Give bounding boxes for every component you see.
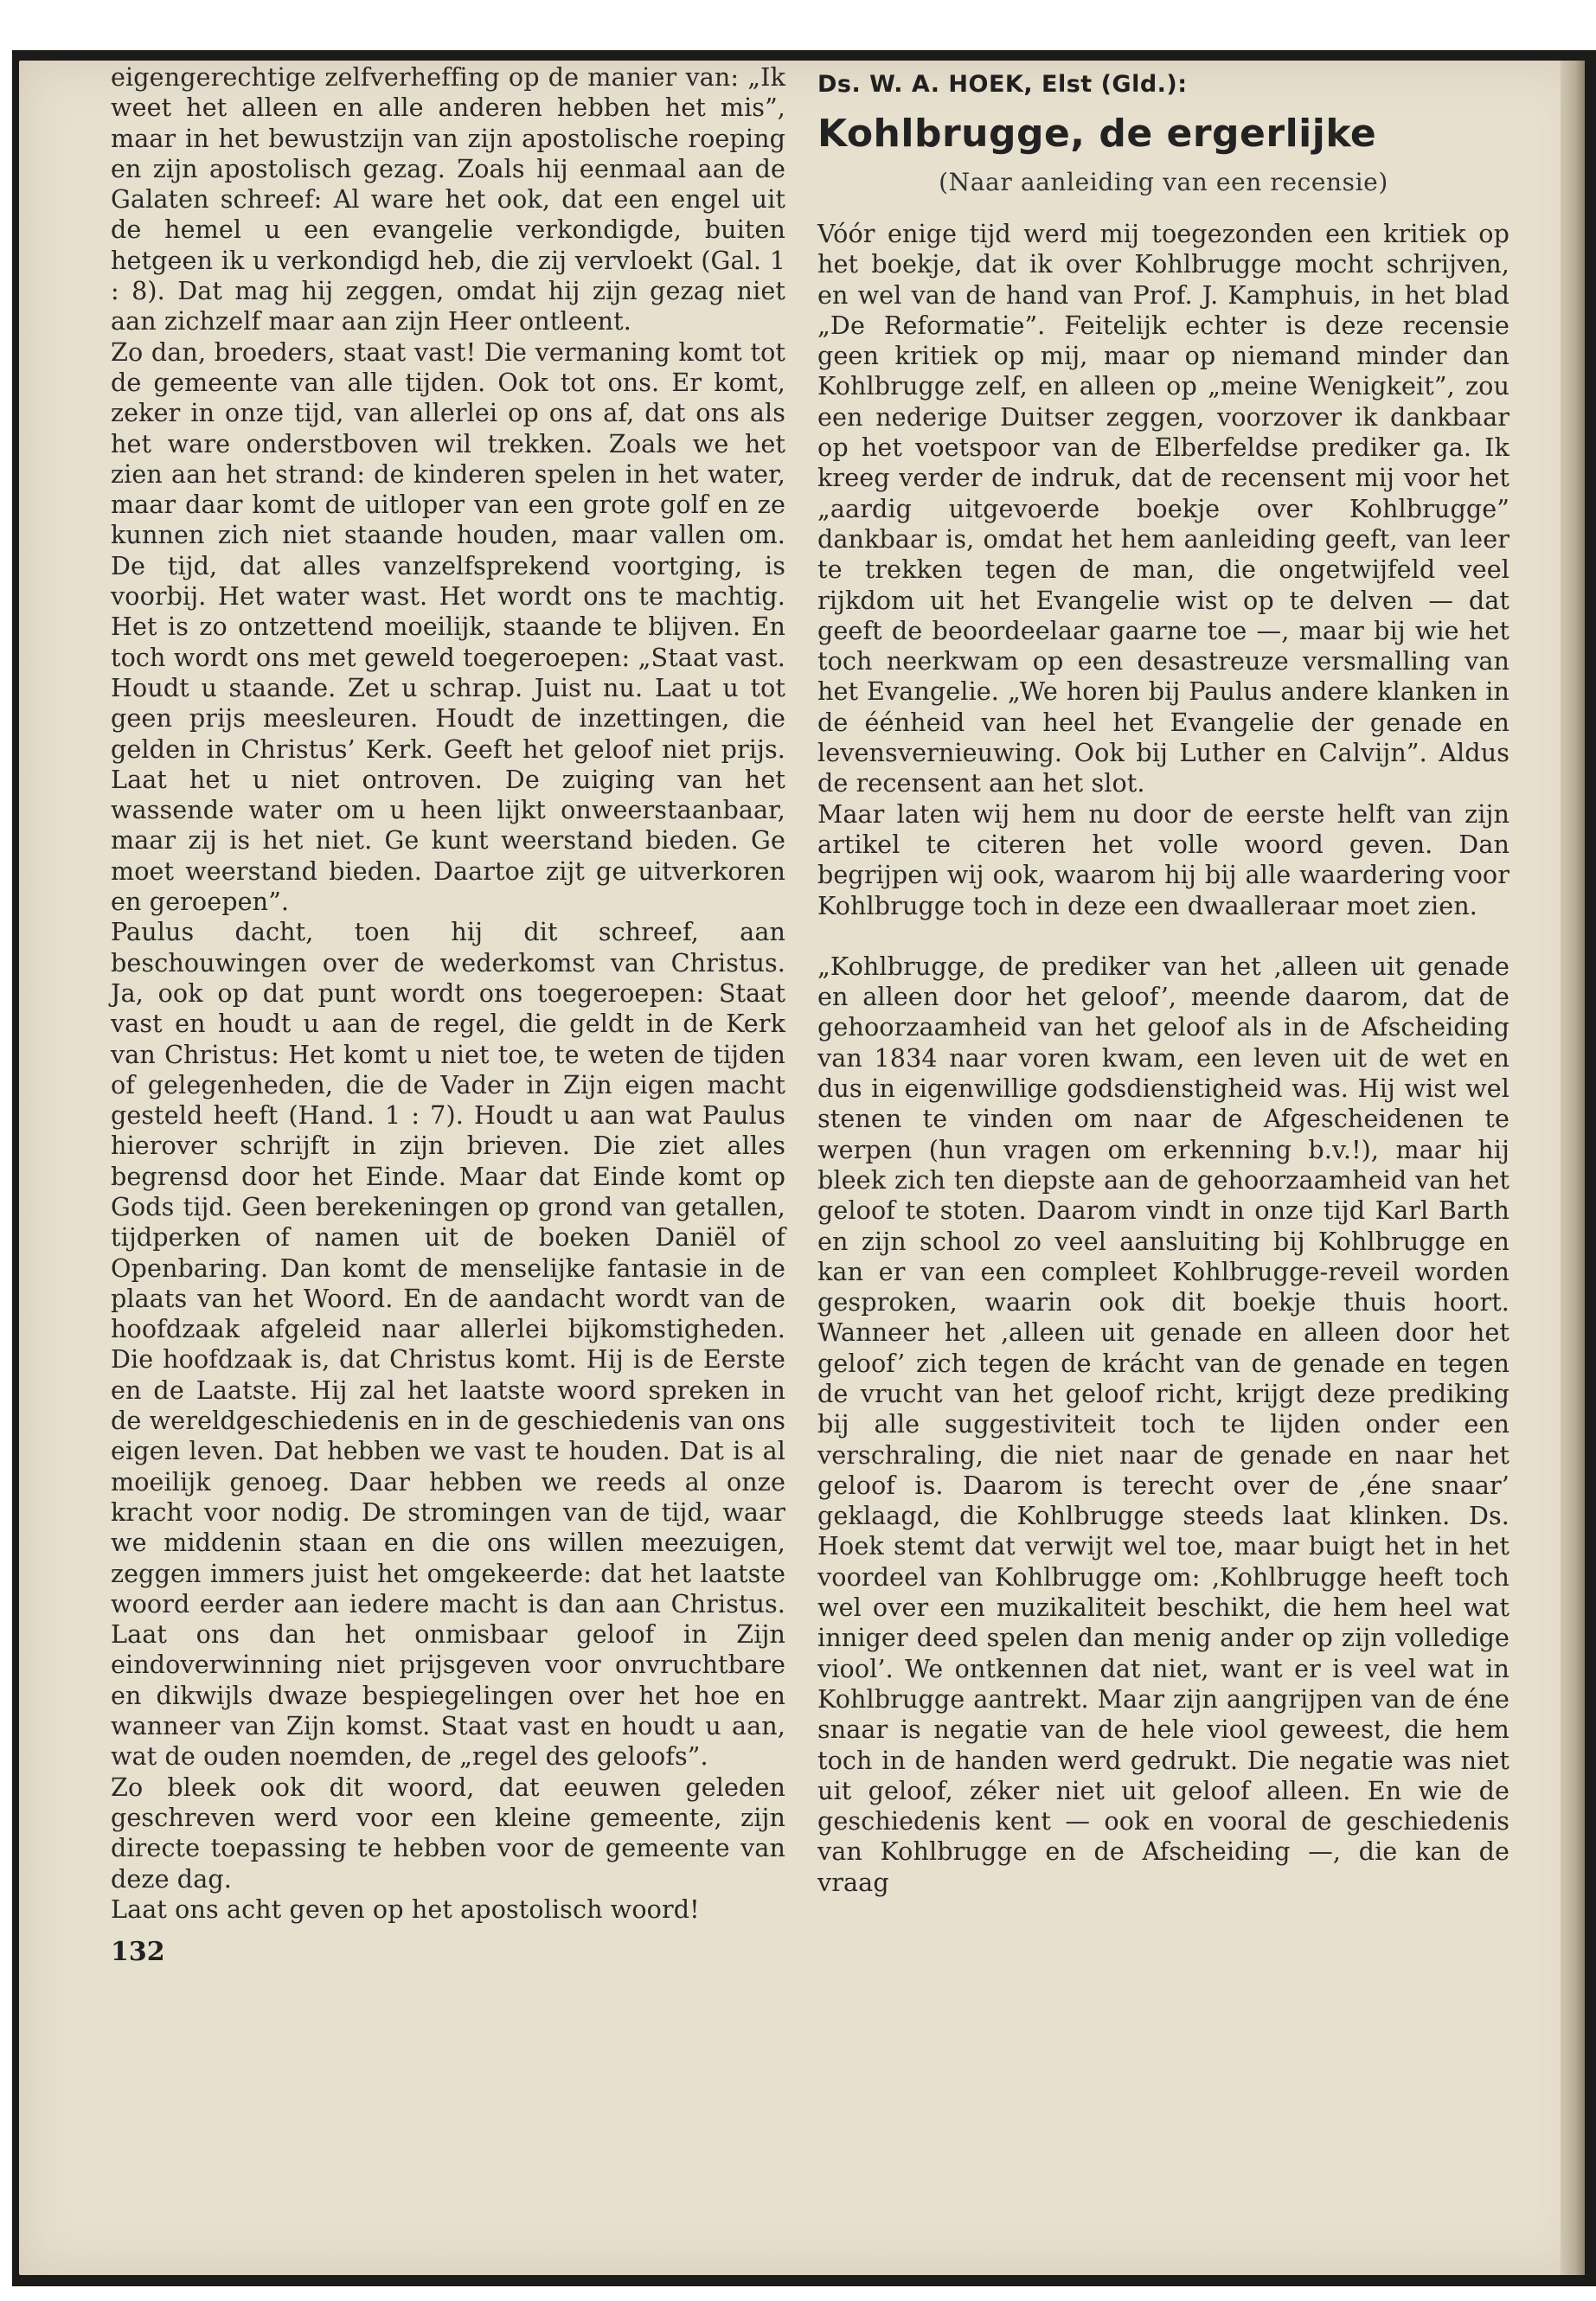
book-spine <box>1561 61 1585 2275</box>
left-paragraph-1: eigengerechtige zelfverheffing op de manier van: „Ik weet het alleen en alle anderen hebben het mis”, maar in het bewustzijn van zijn apostolische roeping en zijn apostolisch gezag. Zoals hij eenmaal aan de Galaten schreef: Al ware het ook, dat een engel uit de hemel u een evangelie verkondigde, buiten hetgeen ik u verkondigd heb, die zij vervloekt (Gal. 1 : 8). Dat mag hij zeggen, omdat hij zijn gezag niet aan zichzelf maar aan zijn Heer ontleent. <box>111 62 785 336</box>
article-subtitle: (Naar aanleiding van een recensie) <box>939 168 1388 196</box>
right-paragraph-quote: „Kohlbrugge, de prediker van het ‚alleen uit genade en alleen door het geloof’, meende daarom, dat de gehoorzaamheid van het geloof als in de Afscheiding van 1834 naar voren kwam, een leven uit de wet en dus in eigenwillige godsdienstigheid was. Hij wist wel stenen te vinden om naar de Afgescheidenen te werpen (hun vragen om erkenning b.v.!), maar hij bleek zich ten diepste aan de gehoorzaamheid van het geloof te stoten. Daarom vindt in onze tijd Karl Barth en zijn school zo veel aansluiting bij Kohlbrugge en kan er van een compleet Kohlbrugge-reveil worden gesproken, waarin ook dit boekje thuis hoort. Wanneer het ‚alleen uit genade en alleen door het geloof’ zich tegen de krácht van de genade en tegen de vrucht van het geloof richt, krijgt deze prediking bij alle suggestiviteit toch te lijden onder een verschraling, die niet naar de genade en naar het geloof is. Daarom is terecht over de ‚éne snaar’ geklaagd, die Kohlbrugge steeds laat klinken. Ds. Hoek stemt dat verwijt wel toe, maar buigt het in het voordeel van Kohlbrugge om: ‚Kohlbrugge heeft toch wel over een muzikaliteit beschikt, die hem heel wat inniger deed spelen dan menig ander op zijn volledige viool’. We ontkennen dat niet, want er is veel wat in Kohlbrugge aantrekt. Maar zijn aangrijpen van de éne snaar is negatie van de hele viool geweest, die hem toch in de handen werd gedrukt. Die negatie was niet uit geloof, zéker niet uit geloof alleen. En wie de geschiedenis kent — ook en vooral de geschiedenis van Kohlbrugge en de Afscheiding —, die kan de vraag <box>817 951 1509 1897</box>
right-column <box>817 62 1509 1898</box>
page-number: 132 <box>111 1937 165 1968</box>
article-title: Kohlbrugge, de ergerlijke <box>817 112 1377 156</box>
left-paragraph-4: Zo bleek ook dit woord, dat eeuwen geleden geschreven werd voor een kleine gemeente, zijn directe toepassing te hebben voor de gemeente van deze dag. <box>111 1772 785 1894</box>
left-paragraph-3: Paulus dacht, toen hij dit schreef, aan beschouwingen over de wederkomst van Christus. Ja, ook op dat punt wordt ons toegeroepen: Staat vast en houdt u aan de regel, die geldt in de Kerk van Christus: Het komt u niet toe, te weten de tijden of gelegenheden, die de Vader in Zijn eigen macht gesteld heeft (Hand. 1 : 7). Houdt u aan wat Paulus hierover schrijft in zijn brieven. Die ziet alles begrensd door het Einde. Maar dat Einde komt op Gods tijd. Geen berekeningen op grond van getallen, tijdperken of namen uit de boeken Daniël of Openbaring. Dan komt de menselijke fantasie in de plaats van het Woord. En de aandacht wordt van de hoofdzaak afgeleid naar allerlei bijkomstigheden. Die hoofdzaak is, dat Christus komt. Hij is de Eerste en de Laatste. Hij zal het laatste woord spreken in de wereldgeschiedenis en in de geschiedenis van ons eigen leven. Dat hebben we vast te houden. Dat is al moeilijk genoeg. Daar hebben we reeds al onze kracht voor nodig. De stromingen van de tijd, waar we middenin staan en die ons willen meezuigen, zeggen immers juist het omgekeerde: dat het laatste woord eerder aan iedere macht is dan aan Christus. Laat ons dan het onmisbaar geloof in Zijn eindoverwinning niet prijsgeven voor onvruchtbare en dikwijls dwaze bespiegelingen over het hoe en wanneer van Zijn komst. Staat vast en houdt u aan, wat de ouden noemden, de „regel des geloofs”. <box>111 917 785 1772</box>
left-paragraph-5: Laat ons acht geven op het apostolisch woord! <box>111 1894 700 1924</box>
left-paragraph-2: Zo dan, broeders, staat vast! Die vermaning komt tot de gemeente van alle tijden. Ook tot ons. Er komt, zeker in onze tijd, van allerlei op ons af, dat ons als het ware onderstboven wil trekken. Zoals we het zien aan het strand: de kinderen spelen in het water, maar daar komt de uitloper van een grote golf en ze kunnen zich niet staande houden, maar vallen om. De tijd, dat alles vanzelfsprekend voortging, is voorbij. Het water wast. Het wordt ons te machtig. Het is zo ontzettend moeilijk, staande te blijven. En toch wordt ons met geweld toegeroepen: „Staat vast. Houdt u staande. Zet u schrap. Juist nu. Laat u tot geen prijs meesleuren. Houdt de inzettingen, die gelden in Christus’ Kerk. Geeft het geloof niet prijs. Laat het u niet ontroven. De zuiging van het wassende water om u heen lijkt onweerstaanbaar, maar zij is het niet. Ge kunt weerstand bieden. Ge moet weerstand bieden. Daartoe zijt ge uitverkoren en geroepen”. <box>111 336 785 917</box>
right-paragraph-1: Vóór enige tijd werd mij toegezonden een kritiek op het boekje, dat ik over Kohlbrugge mocht schrijven, en wel van de hand van Prof. J. Kamphuis, in het blad „De Reformatie”. Feitelijk echter is deze recensie geen kritiek op mij, maar op niemand minder dan Kohlbrugge zelf, en alleen op „meine Wenigkeit”, zou een nederige Duitser zeggen, voorzover ik dankbaar op het voetspoor van de Elberfeldse prediker ga. Ik kreeg verder de indruk, dat de recensent mij voor het „aardig uitgevoerde boekje over Kohlbrugge” dankbaar is, omdat het hem aanleiding geeft, van leer te trekken tegen de man, die ongetwijfeld veel rijkdom uit het Evangelie wist op te delven — dat geeft de beoordeelaar gaarne toe —, maar bij wie het toch neerkwam op een desastreuze versmalling van het Evangelie. „We horen bij Paulus andere klanken in de éénheid van heel het Evangelie der genade en levensvernieuwing. Ook bij Luther en Calvijn”. Aldus de recensent aan het slot. <box>817 219 1509 798</box>
author-byline: Ds. W. A. HOEK, Elst (Gld.): <box>817 71 1188 98</box>
right-paragraph-2: Maar laten wij hem nu door de eerste helft van zijn artikel te citeren het volle woord geven. Dan begrijpen wij ook, waarom hij bij alle waardering voor Kohlbrugge toch in deze een dwaalleraar moet zien. <box>817 798 1509 920</box>
left-column <box>111 62 785 1967</box>
